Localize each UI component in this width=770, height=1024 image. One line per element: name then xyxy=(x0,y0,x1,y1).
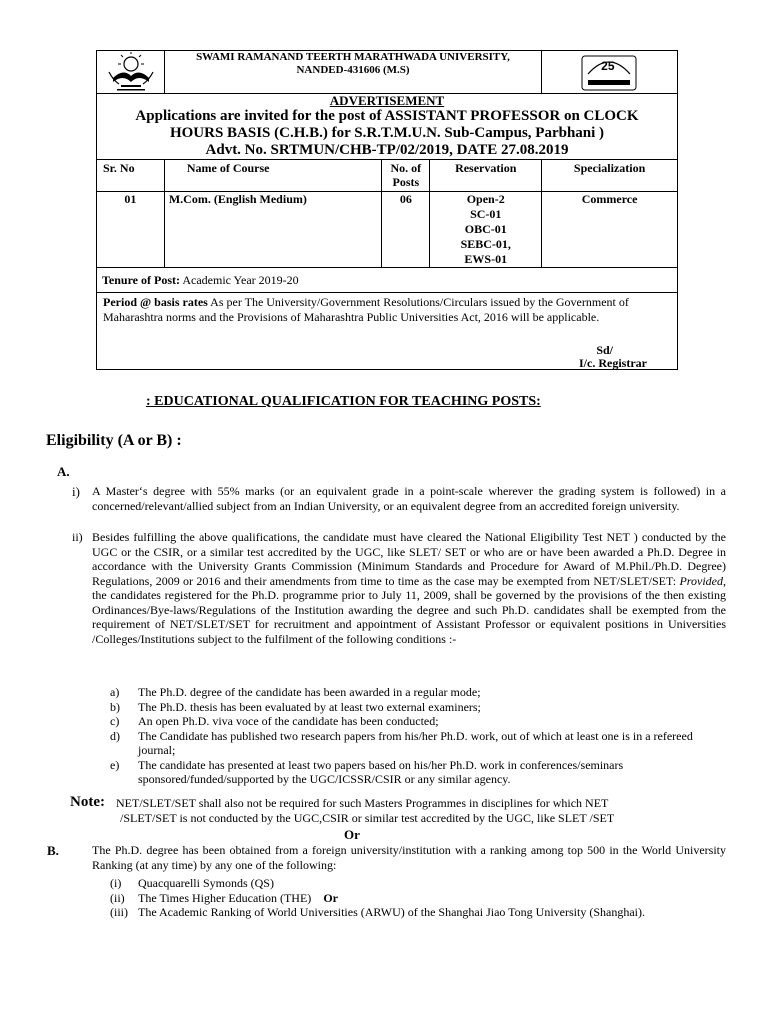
list-item xyxy=(110,729,726,758)
ranking-label: (iii) xyxy=(110,905,128,919)
university-header xyxy=(164,51,541,94)
list-item xyxy=(110,758,726,787)
university-address: NANDED-431606 (M.S) xyxy=(296,64,410,76)
condition-text: The Ph.D. degree of the candidate has been awarded in a regular mode; xyxy=(138,685,481,699)
signatory: I/c. Registrar xyxy=(579,356,647,370)
reservation-item: EWS-01 xyxy=(464,252,508,266)
university-emblem-icon xyxy=(99,52,163,94)
ranking-text: The Times Higher Education (THE) xyxy=(138,890,312,905)
qualification-title: : EDUCATIONAL QUALIFICATION FOR TEACHING POSTS: xyxy=(146,394,541,409)
table-row xyxy=(97,192,678,268)
item-ii-part-2: , the candidates registered for the Ph.D. programme prior to July 11, 2009, shall be governed by the provisions of the then existing Ordinances/Bye-laws/Regulations of the Institution awarding the degree and such Ph.D. candidates shall be exempted from the requirement of NET/SLET/SET for recruitment and appointment of Assistant Professor or equivalent positions in Universities /Colleges/Institutions subject to the fulfilment of the following conditions :- xyxy=(92,573,726,646)
condition-text: The Candidate has published two research papers from his/her Ph.D. work, out of which at least one is in a refereed journal; xyxy=(138,728,693,757)
eligibility-heading: Eligibility (A or B) : xyxy=(46,432,182,449)
condition-label: d) xyxy=(110,728,120,743)
period-row xyxy=(97,293,678,370)
list-item xyxy=(110,685,726,700)
item-ii-number: ii) xyxy=(72,530,83,544)
advertisement-title-block xyxy=(97,94,678,160)
item-ii-provided: Provided xyxy=(679,573,723,588)
university-name: SWAMI RAMANAND TEERTH MARATHWADA UNIVERSITY, xyxy=(196,51,510,63)
ranking-label: (i) xyxy=(110,876,122,890)
reservation-item: OBC-01 xyxy=(464,222,507,236)
condition-text: An open Ph.D. viva voce of the candidate has been conducted; xyxy=(138,714,439,728)
condition-label: e) xyxy=(110,757,120,772)
badge-number: 25 xyxy=(601,59,615,73)
condition-text: The Ph.D. thesis has been evaluated by at least two external examiners; xyxy=(138,699,481,714)
tenure-label: Tenure of Post: xyxy=(102,273,180,287)
tenure-value: Academic Year 2019-20 xyxy=(180,273,299,287)
advertisement-table xyxy=(96,50,678,370)
section-b-label: B. xyxy=(47,843,59,858)
tenure-row xyxy=(97,268,678,293)
item-i-text: A Master‘s degree with 55% marks (or an equivalent grade in a point-scale wherever the grading system is followed) in a concerned/relevant/allied subject from an Indian University, or an equivalent degree from an accredited foreign university. xyxy=(92,484,726,513)
advertisement-heading: ADVERTISEMENT xyxy=(329,93,445,108)
note-line-1: NET/SLET/SET shall also not be required for such Masters Programmes in disciplines for which NET xyxy=(116,796,609,810)
cell-course: M.Com. (English Medium) xyxy=(164,192,382,268)
column-header-specialization: Specialization xyxy=(542,160,678,192)
condition-label: b) xyxy=(110,699,120,714)
list-item xyxy=(110,700,726,715)
period-text: As per The University/Government Resolutions/Circulars issued by the Government of Maharashtra norms and the Provisions of Maharashtra Public Universities Act, 2016 will be applicable. xyxy=(103,295,629,324)
cell-reservation xyxy=(430,192,542,268)
cell-specialization: Commerce xyxy=(542,192,678,268)
list-item xyxy=(110,876,726,891)
condition-label: a) xyxy=(110,685,120,699)
period-label: Period @ basis rates xyxy=(103,295,208,309)
condition-label: c) xyxy=(110,714,120,728)
reservation-item: Open-2 xyxy=(466,192,505,206)
signature: Sd/ xyxy=(596,343,613,357)
condition-text: The candidate has presented at least two papers based on his/her Ph.D. work in conferences/seminars sponsored/funded/supported by the UGC/ICSSR/CSIR or any similar agency. xyxy=(138,757,624,786)
advertisement-number: Advt. No. SRTMUN/CHB-TP/02/2019, DATE 27.08.2019 xyxy=(205,142,569,158)
section-a-label: A. xyxy=(57,464,70,479)
item-ii-part-1: Besides fulfilling the above qualifications, the candidate must have cleared the National Eligibility Test NET ) conducted by the UGC or the CSIR, or a similar test accredited by the UGC, like SLET/ SET or who are or have been awarded a Ph.D. Degree in accordance with the University Grants Commission (Minimum Standards and Procedure for Award of M.Phil./Ph.D. Degree) Regulations, 2009 or 2016 and their amendments from time to time as the case may be exempted from NET/SLET/SET: xyxy=(92,530,726,588)
list-item xyxy=(110,905,726,920)
list-item xyxy=(110,891,726,906)
ranking-text: The Academic Ranking of World Universities (ARWU) of the Shanghai Jiao Tong University (Shanghai). xyxy=(138,905,645,919)
list-item xyxy=(110,714,726,729)
column-header-reservation: Reservation xyxy=(430,160,542,192)
column-header-sr-no: Sr. No xyxy=(97,160,165,192)
section-b-text: The Ph.D. degree has been obtained from a foreign university/institution with a ranking among top 500 in the World University Ranking (at any time) by any one of the following: xyxy=(92,843,726,872)
ranking-label: (ii) xyxy=(110,890,125,905)
or-inline: Or xyxy=(323,890,338,905)
note-line-2: /SLET/SET is not conducted by the UGC,CSIR or similar test accredited by the UGC, like SLET /SET xyxy=(120,811,615,825)
item-ii-text xyxy=(92,530,726,646)
advertisement-line-1: Applications are invited for the post of ASSISTANT PROFESSOR on CLOCK xyxy=(135,108,639,124)
advertisement-line-2: HOURS BASIS (C.H.B.) for S.R.T.M.U.N. Sub-Campus, Parbhani ) xyxy=(169,125,605,141)
cell-sr-no: 01 xyxy=(97,192,165,268)
reservation-item: SEBC-01, xyxy=(460,237,511,251)
ranking-text: Quacquarelli Symonds (QS) xyxy=(138,876,274,890)
note-label: Note: xyxy=(70,794,105,810)
rankings-list xyxy=(110,876,726,920)
badge-cell xyxy=(542,51,678,94)
conditions-list xyxy=(110,685,726,787)
item-i-number: i) xyxy=(72,484,80,499)
reservation-item: SC-01 xyxy=(470,207,502,221)
column-header-posts: No. of Posts xyxy=(382,160,430,192)
or-separator: Or xyxy=(344,827,360,842)
column-header-course: Name of Course xyxy=(164,160,382,192)
cell-posts: 06 xyxy=(382,192,430,268)
logo-cell xyxy=(97,51,165,94)
